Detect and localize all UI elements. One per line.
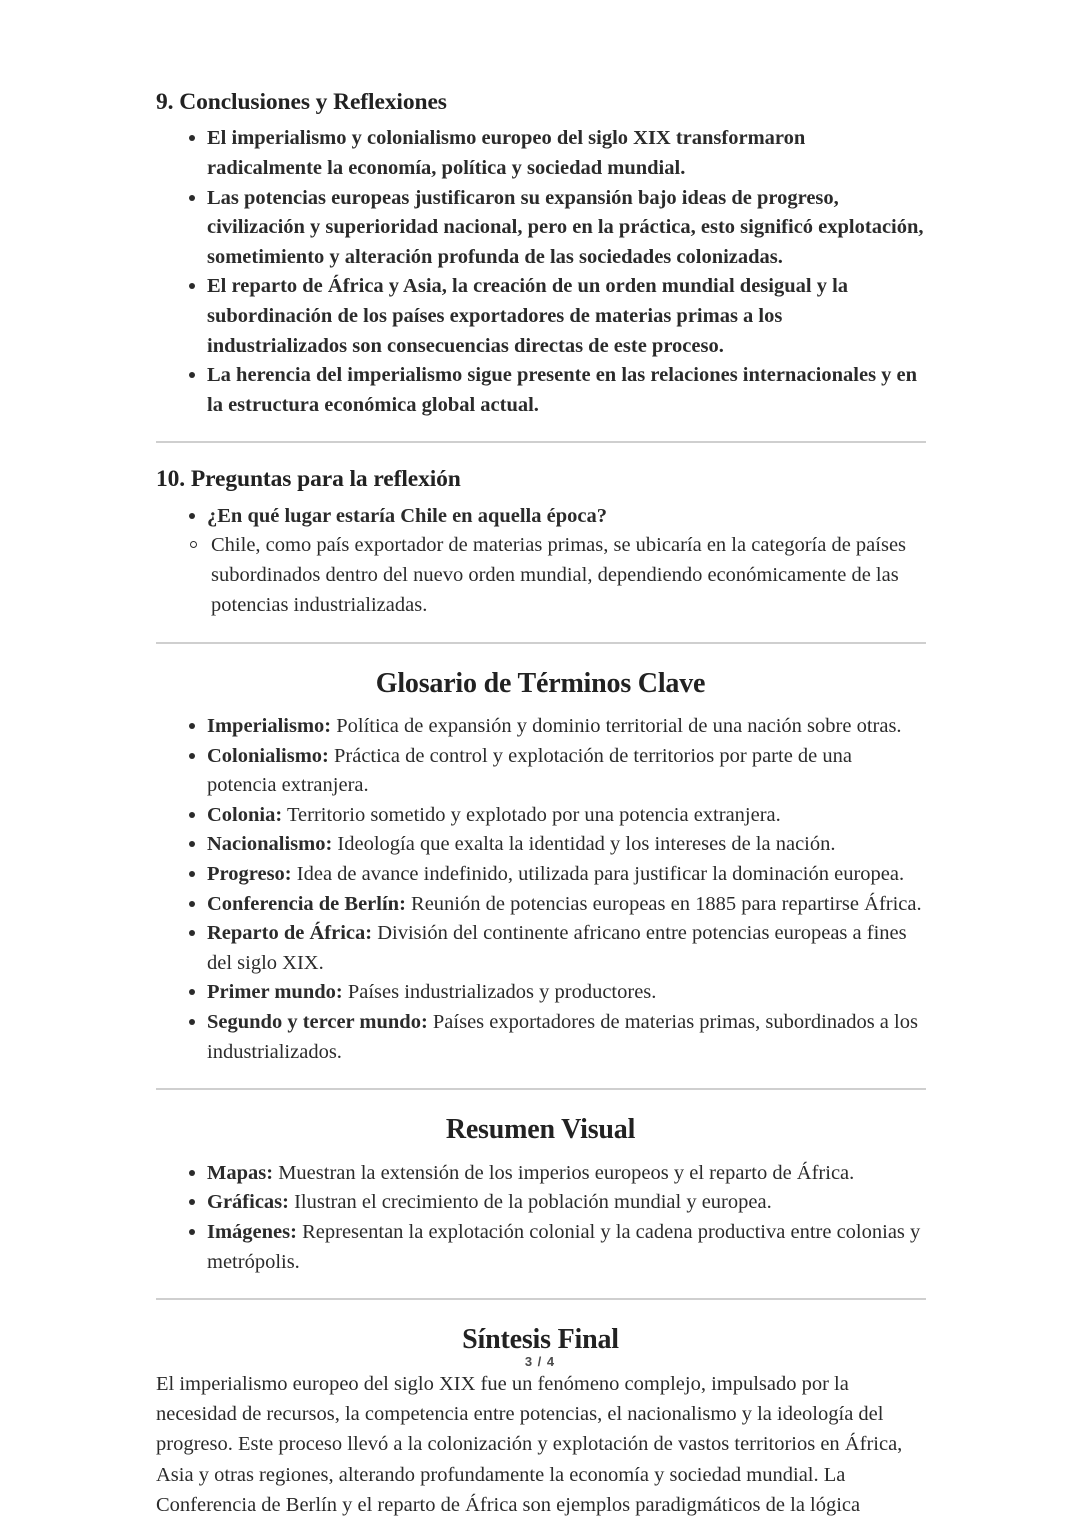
glossary-definition: Ideología que exalta la identidad y los intereses de la nación. xyxy=(337,833,836,856)
list-item xyxy=(156,919,925,978)
section-conclusiones xyxy=(156,88,925,420)
glossary-term: Nacionalismo: xyxy=(207,833,333,856)
heading-glosario: Glosario de Términos Clave xyxy=(375,667,706,699)
glosario-list xyxy=(156,712,925,1067)
glossary-term: Progreso: xyxy=(207,863,292,886)
list-item: La herencia del imperialismo sigue presente en las relaciones internacionales y en la estructura económica global actual. xyxy=(156,361,925,420)
section-heading-preguntas: 10. Preguntas para la reflexión xyxy=(156,466,461,493)
list-item xyxy=(156,712,925,742)
list-item xyxy=(156,1188,925,1218)
glossary-definition: División del continente africano entre potencias europeas a fines del siglo XIX. xyxy=(207,922,907,974)
glossary-definition: Política de expansión y dominio territorial de una nación sobre otras. xyxy=(336,715,902,737)
section-preguntas xyxy=(156,465,925,620)
resumen-visual-list xyxy=(156,1159,925,1277)
resumen-term: Gráficas: xyxy=(207,1191,289,1214)
list-item: El imperialismo y colonialismo europeo del siglo XIX transformaron radicalmente la economía, política y sociedad mundial. xyxy=(156,124,925,183)
list-item: Las potencias europeas justificaron su expansión bajo ideas de progreso, civilización y superioridad nacional, pero en la práctica, esto significó explotación, sometimiento y alteración profunda de las sociedades colonizadas. xyxy=(156,184,925,273)
preguntas-answer-list xyxy=(156,531,925,620)
section-glosario xyxy=(156,666,925,1068)
resumen-term: Imágenes: xyxy=(207,1220,297,1243)
glossary-definition: Territorio sometido y explotado por una potencia extranjera. xyxy=(286,803,781,826)
list-item xyxy=(156,1008,925,1067)
section-divider xyxy=(156,441,926,443)
list-item xyxy=(156,1218,925,1277)
heading-resumen-visual: Resumen Visual xyxy=(445,1114,636,1146)
list-item xyxy=(156,890,925,920)
glossary-definition: Idea de avance indefinido, utilizada para justificar la dominación europea. xyxy=(296,863,905,886)
section-divider xyxy=(156,1298,926,1300)
list-item: El reparto de África y Asia, la creación de un orden mundial desigual y la subordinación de los países exportadores de materias primas a los industrializados son consecuencias directas de este proceso. xyxy=(156,272,925,361)
section-sintesis-final xyxy=(156,1322,925,1521)
section-divider xyxy=(156,1088,926,1090)
glossary-term: Reparto de África: xyxy=(207,922,373,945)
section-heading-conclusiones: 9. Conclusiones y Reflexiones xyxy=(156,89,447,115)
preguntas-list xyxy=(156,502,925,532)
section-resumen-visual xyxy=(156,1112,925,1277)
list-item-question: ¿En qué lugar estaría Chile en aquella época? xyxy=(156,502,925,532)
resumen-definition: Ilustran el crecimiento de la población mundial y europea. xyxy=(294,1191,772,1214)
glossary-term: Colonialismo: xyxy=(207,744,329,767)
list-item xyxy=(156,1159,925,1189)
list-item-answer: Chile, como país exportador de materias primas, se ubicaría en la categoría de países subordinados dentro del nuevo orden mundial, dependiendo económicamente de las potencias industrializadas. xyxy=(156,531,925,620)
heading-sintesis-final: Síntesis Final xyxy=(462,1324,619,1356)
glossary-term: Segundo y tercer mundo: xyxy=(207,1011,428,1034)
sintesis-paragraph: El imperialismo europeo del siglo XIX fue un fenómeno complejo, impulsado por la necesidad de recursos, la competencia entre potencias, el nacionalismo y la ideología del progreso. Este proceso llevó a la colonización y explotación de vastos territorios en África, Asia y otras regiones, alterando profundamente la economía y sociedad mundial. La Conferencia de Berlín y el reparto de África son ejemplos paradigmáticos de la lógica xyxy=(156,1372,903,1517)
glossary-term: Colonia: xyxy=(207,803,283,826)
glossary-definition: Práctica de control y explotación de territorios por parte de una potencia extranjera. xyxy=(207,744,852,797)
page-number: 3 / 4 xyxy=(524,1354,556,1369)
list-item xyxy=(156,978,925,1008)
resumen-definition: Representan la explotación colonial y la cadena productiva entre colonias y metrópolis. xyxy=(207,1220,921,1273)
glossary-definition: Reunión de potencias europeas en 1885 para repartirse África. xyxy=(411,892,922,915)
list-item xyxy=(156,860,925,890)
glossary-term: Conferencia de Berlín: xyxy=(207,892,406,915)
list-item xyxy=(156,830,925,860)
list-item xyxy=(156,742,925,801)
resumen-term: Mapas: xyxy=(207,1161,274,1184)
resumen-definition: Muestran la extensión de los imperios europeos y el reparto de África. xyxy=(278,1161,855,1184)
glossary-term: Primer mundo: xyxy=(207,981,343,1004)
glossary-definition: Países industrializados y productores. xyxy=(347,981,657,1004)
glossary-term: Imperialismo: xyxy=(207,715,332,737)
glossary-definition: Países exportadores de materias primas, subordinados a los industrializados. xyxy=(207,1011,918,1063)
section-divider xyxy=(156,642,926,644)
list-item xyxy=(156,801,925,831)
conclusiones-list xyxy=(156,124,925,420)
